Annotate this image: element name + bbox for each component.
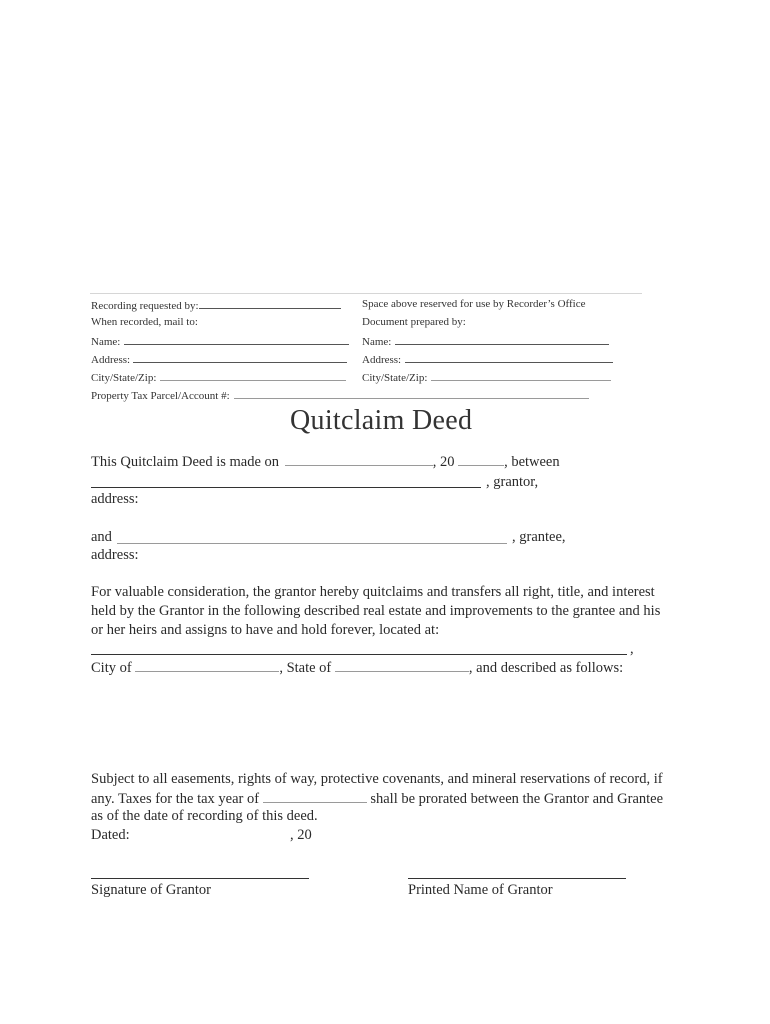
year-prefix: , 20 [432, 454, 455, 470]
right-name-row [362, 334, 609, 349]
consideration-line-2: held by the Grantor in the following described real estate and improvements to the grantee and his [91, 603, 661, 619]
left-address-label: Address: [91, 354, 131, 366]
made-on-label: This Quitclaim Deed is made on [91, 454, 280, 470]
left-address-row [91, 352, 347, 367]
tax-year-label: any. Taxes for the tax year of [91, 791, 260, 807]
header-top-rule [90, 293, 642, 294]
date-field[interactable] [285, 455, 433, 466]
city-state-row [91, 659, 623, 677]
left-city-row [91, 370, 346, 385]
grantor-label: , grantor, [486, 474, 539, 490]
tax-parcel-label: Property Tax Parcel/Account #: [91, 390, 230, 402]
left-name-row [91, 334, 349, 349]
recording-requested-field[interactable] [199, 298, 341, 309]
document-prepared-label: Document prepared by: [362, 316, 466, 328]
subject-line-3: as of the date of recording of this deed. [91, 808, 318, 824]
dated-year: , 20 [290, 827, 312, 843]
right-address-label: Address: [362, 354, 402, 366]
left-name-label: Name: [91, 336, 121, 348]
left-city-field[interactable] [160, 370, 346, 381]
described-label: , and described as follows: [468, 660, 624, 676]
year-field[interactable] [458, 455, 504, 466]
and-label: and [91, 529, 112, 545]
right-address-field[interactable] [405, 352, 613, 363]
grantor-name-line[interactable] [91, 487, 481, 488]
city-of-label: City of [91, 660, 132, 676]
right-address-row [362, 352, 613, 367]
tax-year-field[interactable] [263, 792, 367, 803]
right-city-field[interactable] [431, 370, 611, 381]
grantor-signature-label: Signature of Grantor [91, 882, 211, 898]
property-location-comma: , [630, 641, 634, 657]
tax-parcel-row [91, 388, 589, 403]
right-city-row [362, 370, 611, 385]
grantee-label: , grantee, [512, 529, 566, 545]
grantee-address-label: address: [91, 547, 139, 563]
tax-parcel-field[interactable] [234, 388, 589, 399]
left-city-label: City/State/Zip: [91, 372, 157, 384]
consideration-line-1: For valuable consideration, the grantor hereby quitclaims and transfers all right, title, and interest [91, 584, 655, 600]
recording-requested-row [91, 298, 341, 313]
recording-requested-label: Recording requested by: [91, 300, 199, 312]
state-field[interactable] [335, 661, 469, 672]
subject-line-1: Subject to all easements, rights of way, protective covenants, and mineral reservations of record, if [91, 771, 663, 787]
between-label: , between [504, 454, 560, 470]
city-field[interactable] [135, 661, 279, 672]
dated-label: Dated: [91, 827, 130, 843]
grantee-name-line[interactable] [117, 543, 507, 544]
grantor-signature-line[interactable] [91, 878, 309, 879]
property-location-line[interactable] [91, 654, 627, 655]
grantor-address-label: address: [91, 491, 139, 507]
state-of-label: , State of [279, 660, 332, 676]
right-city-label: City/State/Zip: [362, 372, 428, 384]
left-name-field[interactable] [124, 334, 349, 345]
space-reserved-label: Space above reserved for use by Recorder’s Office [362, 298, 586, 310]
right-name-label: Name: [362, 336, 392, 348]
right-name-field[interactable] [395, 334, 609, 345]
page-title: Quitclaim Deed [290, 405, 473, 436]
made-on-row [91, 453, 560, 471]
when-recorded-label: When recorded, mail to: [91, 316, 198, 328]
printed-name-label: Printed Name of Grantor [408, 882, 553, 898]
printed-name-line[interactable] [408, 878, 626, 879]
left-address-field[interactable] [133, 352, 347, 363]
consideration-line-3: or her heirs and assigns to have and hold forever, located at: [91, 622, 440, 638]
prorated-label: shall be prorated between the Grantor and Grantee [370, 791, 664, 807]
